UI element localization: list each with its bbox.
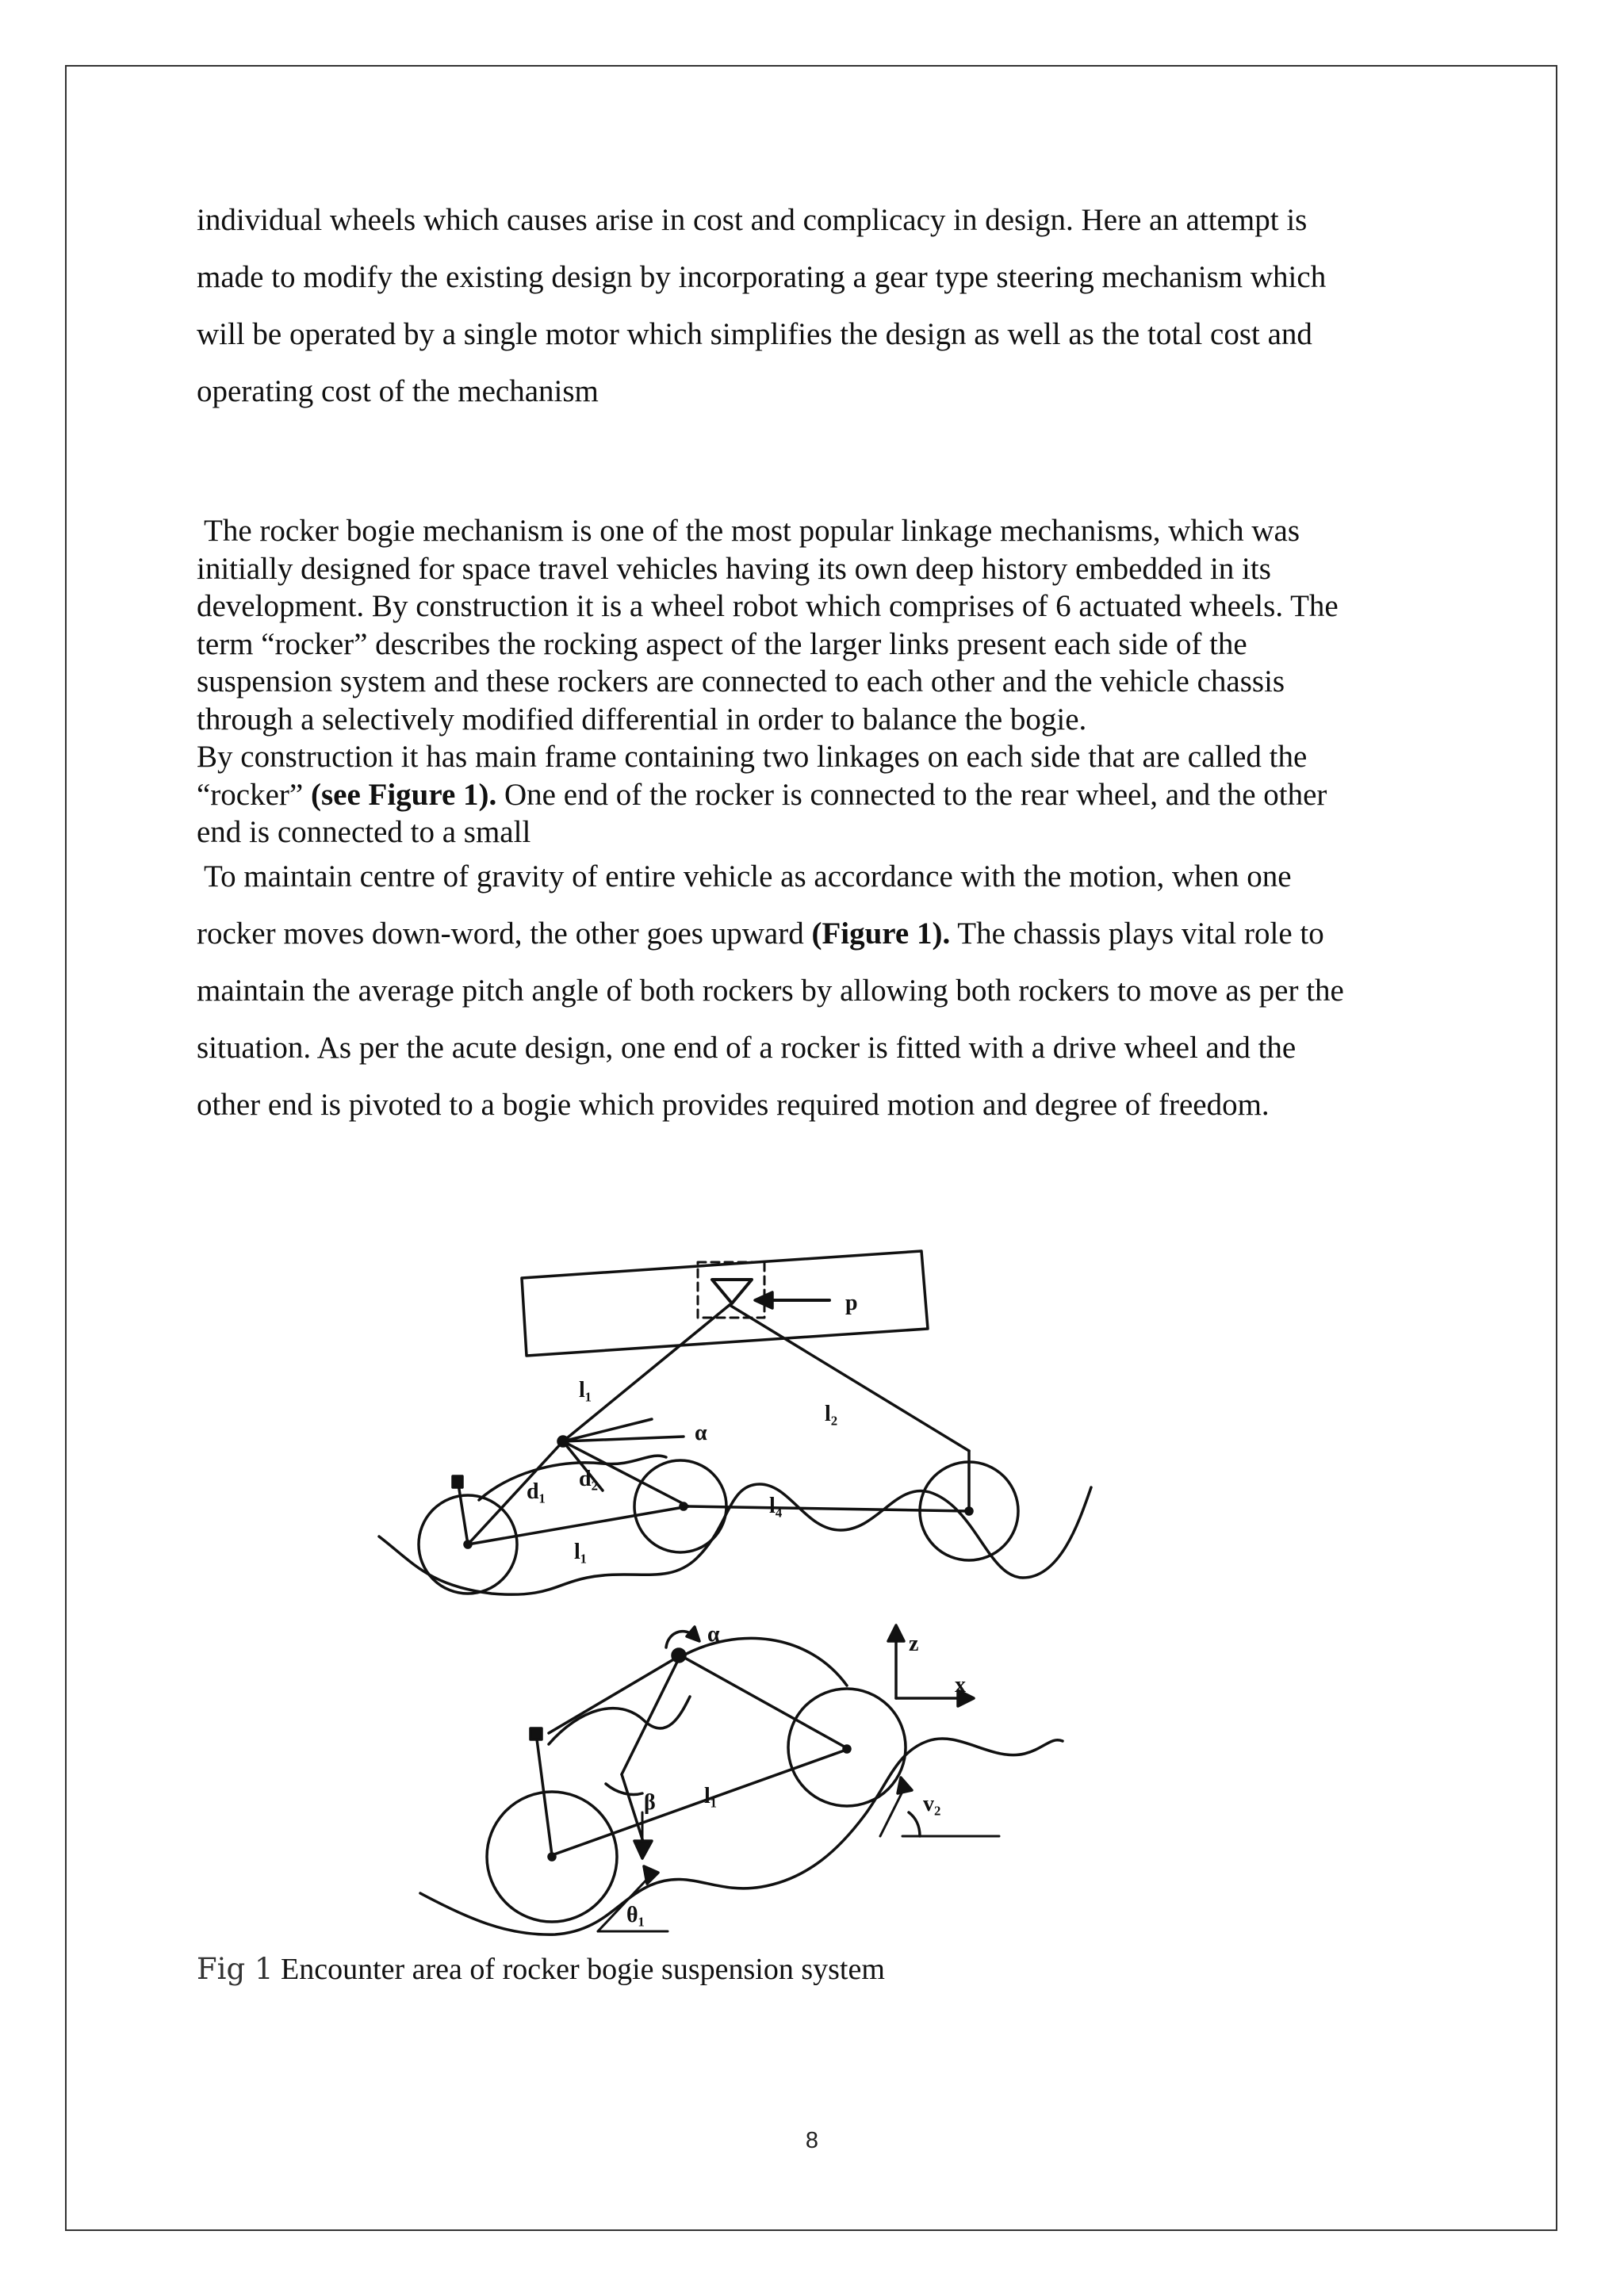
paragraph-line: other end is pivoted to a bogie which provides required motion and degree of freedom. <box>197 1088 1270 1122</box>
line-text: “rocker” <box>197 777 311 812</box>
paragraph-line: The rocker bogie mechanism is one of the most popular linkage mechanisms, which was <box>197 514 1300 548</box>
label-v2: v₂ <box>923 1792 941 1816</box>
z-axis-arrowhead <box>888 1625 904 1641</box>
normal-arrowhead <box>634 1841 652 1858</box>
rocker-link-l2 <box>730 1305 969 1451</box>
terrain-upper <box>379 1484 1091 1594</box>
figure-label: Fig 1 <box>197 1952 274 1986</box>
base-link-l1 <box>468 1506 688 1544</box>
paragraph-line <box>197 905 1434 962</box>
paragraph-line: By construction it has main frame containing two linkages on each side that are called the <box>197 740 1308 774</box>
line-text: rocker moves down-word, the other goes upward <box>197 916 812 951</box>
paragraph-line: situation. As per the acute design, one end of a rocker is fitted with a drive wheel and the <box>197 1031 1297 1065</box>
theta1-arrowhead <box>644 1866 658 1884</box>
paragraph-line: through a selectively modified differential in order to balance the bogie. <box>197 702 1087 737</box>
paragraph-line: term “rocker” describes the rocking aspect of the larger links present each side of the <box>197 626 1247 661</box>
wheel-hub <box>844 1746 850 1752</box>
wheel-hub <box>680 1503 687 1510</box>
paragraph-rocker-bogie <box>197 512 1434 851</box>
label-d2: d₂ <box>579 1467 598 1491</box>
figure-reference: (Figure 1). <box>811 916 951 951</box>
label-beta: β <box>644 1790 656 1815</box>
bogie-upright <box>458 1484 468 1544</box>
line-text: The chassis plays vital role to <box>950 916 1324 951</box>
figure-caption <box>197 1952 885 1987</box>
paragraph-centre-of-gravity <box>197 848 1434 1134</box>
label-alpha-lower: α <box>707 1622 720 1647</box>
v2-angle-arc <box>909 1812 920 1836</box>
page-number: 8 <box>805 2128 819 2153</box>
paragraph-line: development. By construction it is a wheel robot which comprises of 6 actuated wheels. The <box>197 589 1339 623</box>
lower-diagram <box>420 1625 1063 1934</box>
label-x: x <box>955 1673 966 1697</box>
paragraph-intro <box>197 192 1434 420</box>
label-l4: l₄ <box>769 1494 783 1518</box>
rocker-bogie-diagram <box>365 1225 1110 1946</box>
pivot-alpha <box>672 1649 685 1662</box>
paragraph-line <box>197 776 1434 814</box>
label-d1: d₁ <box>527 1479 546 1504</box>
pivot-triangle <box>712 1280 752 1303</box>
label-l2-upper: l₂ <box>825 1402 838 1426</box>
bogie-pivot <box>558 1437 568 1446</box>
link-bottom-l1 <box>552 1749 848 1855</box>
link-top-right <box>680 1655 848 1749</box>
figure-reference: (see Figure 1). <box>310 777 497 812</box>
label-z: z <box>909 1632 919 1656</box>
paragraph-line: will be operated by a single motor which simplifies the design as well as the total cost and <box>197 317 1312 351</box>
paragraph-line: To maintain centre of gravity of entire vehicle as accordance with the motion, when one <box>197 859 1292 894</box>
wheel-hub <box>465 1541 471 1548</box>
label-l1-upper: l₁ <box>579 1378 592 1402</box>
terrain-upper-cover <box>479 1456 666 1500</box>
paragraph-line: made to modify the existing design by incorporating a gear type steering mechanism which <box>197 260 1327 294</box>
bogie-upright-cap <box>453 1476 462 1487</box>
alpha-arrowhead <box>687 1627 699 1641</box>
paragraph-line: initially designed for space travel vehicles having its own deep history embedded in its <box>197 551 1271 586</box>
rocker-arc <box>680 1638 847 1686</box>
paragraph-line: end is connected to a small <box>197 815 531 849</box>
label-alpha-upper: α <box>695 1421 707 1445</box>
label-p: p <box>845 1291 858 1315</box>
label-l1-lower: l₁ <box>574 1540 588 1564</box>
link-upright-cap <box>530 1728 542 1739</box>
wheel-hub <box>549 1854 555 1860</box>
paragraph-line: individual wheels which causes arise in cost and complicacy in design. Here an attempt is <box>197 203 1308 237</box>
link-bottom-down <box>622 1774 644 1844</box>
chassis-body <box>522 1251 928 1356</box>
caption-text: Encounter area of rocker bogie suspension system <box>273 1953 885 1986</box>
v2-arrowhead <box>898 1777 912 1793</box>
paragraph-line: maintain the average pitch angle of both rockers by allowing both rockers to move as per the <box>197 974 1344 1008</box>
line-text: One end of the rocker is connected to the rear wheel, and the other <box>496 777 1327 812</box>
label-l1-mid: l₁ <box>704 1784 718 1808</box>
wheel-hub <box>966 1508 972 1514</box>
label-theta1: θ₁ <box>626 1903 645 1927</box>
paragraph-line: suspension system and these rockers are connected to each other and the vehicle chassis <box>197 664 1285 698</box>
upper-diagram <box>379 1251 1091 1594</box>
paragraph-line: operating cost of the mechanism <box>197 374 599 408</box>
